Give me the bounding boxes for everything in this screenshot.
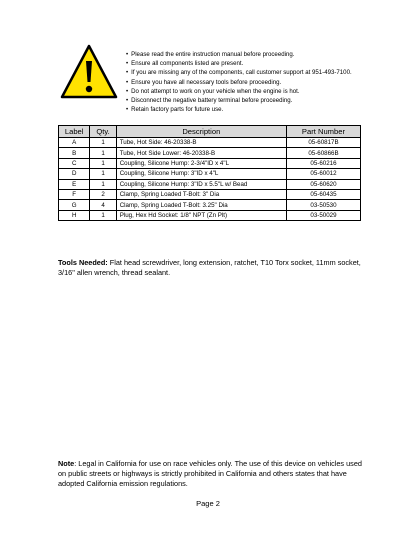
warning-item: • Ensure all components listed are present. [126, 59, 416, 68]
row-description: Clamp, Spring Loaded T-Bolt: 3.25" Dia [116, 200, 286, 210]
row-label: F [59, 189, 90, 199]
header-qty: Qty. [90, 126, 116, 138]
row-label: A [59, 138, 90, 148]
table-row [59, 189, 361, 199]
parts-table [58, 125, 361, 221]
legal-note-paragraph [58, 459, 363, 488]
row-qty: 1 [90, 210, 116, 220]
row-description: Plug, Hex Hd Socket: 1/8" NPT (Zn Plt) [116, 210, 286, 220]
row-label: B [59, 148, 90, 158]
row-part-number: 05-60435 [286, 189, 360, 199]
row-label: C [59, 158, 90, 168]
row-part-number: 03-50029 [286, 210, 360, 220]
row-part-number: 03-50530 [286, 200, 360, 210]
warning-item: • Please read the entire instruction manual before proceeding. [126, 50, 416, 59]
row-label: G [59, 200, 90, 210]
header-description: Description [116, 126, 286, 138]
table-row [59, 210, 361, 220]
warning-item: • Retain factory parts for future use. [126, 105, 416, 114]
row-description: Coupling, Silicone Hump: 3"ID x 4"L [116, 169, 286, 179]
note-label: Note [58, 459, 75, 468]
tools-needed-label: Tools Needed: [58, 258, 108, 267]
row-description: Clamp, Spring Loaded T-Bolt: 3" Dia [116, 189, 286, 199]
row-description: Coupling, Silicone Hump: 3"ID x 5.5"L w/ Bead [116, 179, 286, 189]
warning-list [126, 50, 416, 114]
row-qty: 1 [90, 169, 116, 179]
table-header-row [59, 126, 361, 138]
row-qty: 1 [90, 179, 116, 189]
table-row [59, 200, 361, 210]
warning-item: • Ensure you have all necessary tools before proceeding. [126, 78, 416, 87]
row-part-number: 05-60866B [286, 148, 360, 158]
row-qty: 4 [90, 200, 116, 210]
table-row [59, 158, 361, 168]
header-label: Label [59, 126, 90, 138]
row-qty: 1 [90, 148, 116, 158]
row-description: Tube, Hot Side: 46-20338-B [116, 138, 286, 148]
header-part-number: Part Number [286, 126, 360, 138]
warning-icon [60, 44, 118, 100]
row-label: D [59, 169, 90, 179]
table-row [59, 138, 361, 148]
row-qty: 1 [90, 138, 116, 148]
row-label: E [59, 179, 90, 189]
row-part-number: 05-60012 [286, 169, 360, 179]
row-part-number: 05-60216 [286, 158, 360, 168]
row-description: Coupling, Silicone Hump: 2-3/4"ID x 4"L [116, 158, 286, 168]
warning-item: • Do not attempt to work on your vehicle when the engine is hot. [126, 87, 416, 96]
warning-item: • If you are missing any of the components, call customer support at 951-493-7100. [126, 68, 416, 77]
warning-item: • Disconnect the negative battery terminal before proceeding. [126, 96, 416, 105]
row-description: Tube, Hot Side Lower: 46-20338-B [116, 148, 286, 158]
row-qty: 2 [90, 189, 116, 199]
table-row [59, 148, 361, 158]
note-text: : Legal in California for use on race vehicles only. The use of this device on vehicles used on public streets or highways is strictly prohibited in California and others states that have adopted California emission regulations. [58, 459, 362, 488]
row-part-number: 05-60620 [286, 179, 360, 189]
row-part-number: 05-60817B [286, 138, 360, 148]
row-label: H [59, 210, 90, 220]
page-number: Page 2 [196, 499, 220, 508]
row-qty: 1 [90, 158, 116, 168]
tools-needed-text: Flat head screwdriver, long extension, ratchet, T10 Torx socket, 11mm socket, 3/16" allen wrench, thread sealant. [58, 258, 361, 277]
table-row [59, 169, 361, 179]
tools-needed-paragraph [58, 258, 363, 278]
table-row [59, 179, 361, 189]
